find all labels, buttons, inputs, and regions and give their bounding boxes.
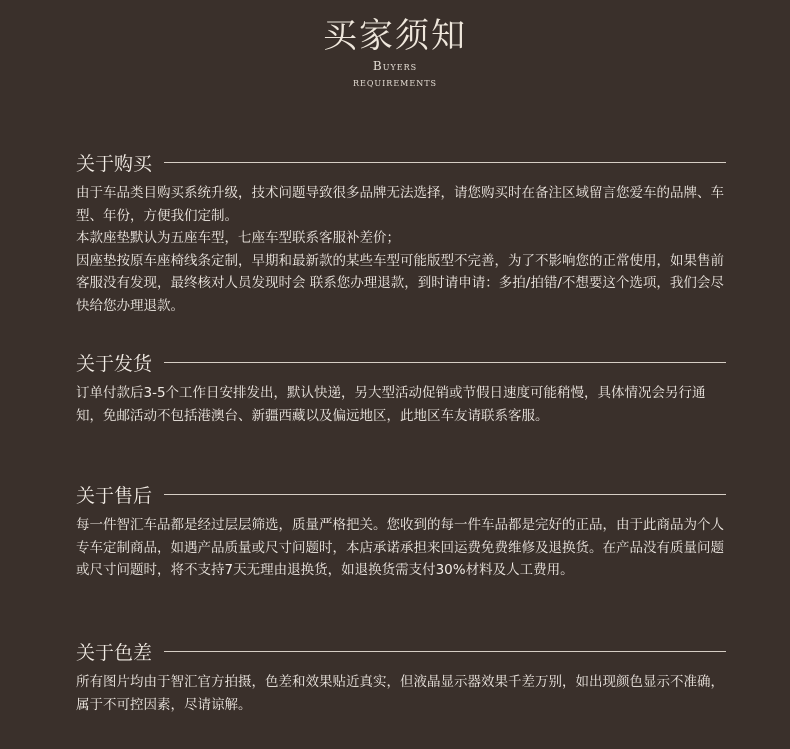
subtitle-line-2: requirements xyxy=(352,75,438,89)
section-title: 关于发货 xyxy=(76,352,153,375)
section-after-sales xyxy=(76,480,726,582)
section-title: 关于购买 xyxy=(76,152,153,175)
subtitle-line-1: Buyers xyxy=(372,59,418,73)
section-paragraph: 本款座垫默认为五座车型，七座车型联系客服补差价； xyxy=(76,230,400,246)
section-header xyxy=(76,148,726,176)
section-body xyxy=(76,382,726,427)
section-color-difference xyxy=(76,637,726,716)
page-subtitle xyxy=(0,58,790,90)
section-body xyxy=(76,671,726,716)
section-divider xyxy=(164,651,726,652)
section-title: 关于售后 xyxy=(76,484,153,507)
section-header xyxy=(76,348,726,376)
section-header xyxy=(76,480,726,508)
section-paragraph: 每一件智汇车品都是经过层层筛选，质量严格把关。您收到的每一件车品都是完好的正品，由于此商品为个人专车定制商品，如遇产品质量或尺寸问题时，本店承诺承担来回运费免费维修及退换货。在产品没有质量问题或尺寸问题时，将不支持7天无理由退换货，如退换货需支付30%材料及人工费用。 xyxy=(76,517,724,578)
section-divider xyxy=(164,494,726,495)
section-paragraph: 因座垫按原车座椅线条定制，早期和最新款的某些车型可能版型不完善，为了不影响您的正常使用，如果售前客服没有发现，最终核对人员发现时会 联系您办理退款，到时请申请：多拍/拍错/不想要这个选项，我们会尽快给您办理退款。 xyxy=(76,252,724,314)
section-paragraph: 所有图片均由于智汇官方拍摄，色差和效果贴近真实，但液晶显示器效果千差万别，如出现颜色显示不准确，属于不可控因素，尽请谅解。 xyxy=(76,674,724,713)
section-divider xyxy=(164,162,726,163)
section-purchase xyxy=(76,148,726,317)
page-title: 买家须知 xyxy=(323,16,467,56)
section-paragraph: 订单付款后3-5个工作日安排发出，默认快递，另大型活动促销或节假日速度可能稍慢，具体情况会另行通知，免邮活动不包括港澳台、新疆西藏以及偏远地区，此地区车友请联系客服。 xyxy=(76,385,706,424)
section-divider xyxy=(164,362,726,363)
section-header xyxy=(76,637,726,665)
section-shipping xyxy=(76,348,726,427)
section-body xyxy=(76,182,726,317)
section-title: 关于色差 xyxy=(76,641,153,664)
section-paragraph: 由于车品类目购买系统升级，技术问题导致很多品牌无法选择，请您购买时在备注区域留言您爱车的品牌、车型、年份，方便我们定制。 xyxy=(76,185,724,224)
section-body xyxy=(76,514,726,582)
